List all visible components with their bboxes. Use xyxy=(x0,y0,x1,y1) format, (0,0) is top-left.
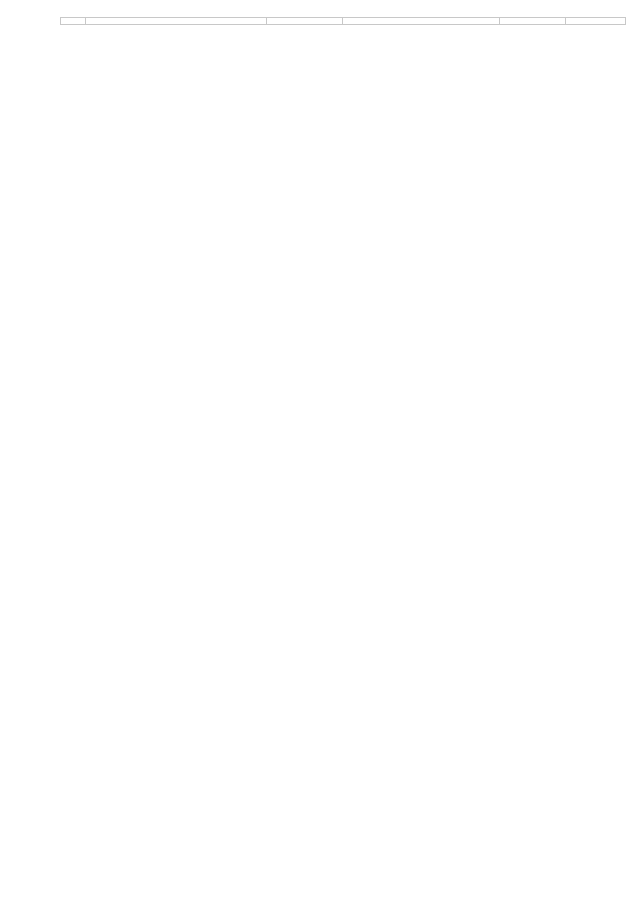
cell-plan-year xyxy=(499,18,565,25)
cell-year xyxy=(266,18,342,25)
table-body xyxy=(61,18,626,25)
table-row xyxy=(61,18,626,25)
register-sheet xyxy=(60,17,626,25)
cell-address xyxy=(86,18,267,25)
cell-work-type xyxy=(343,18,499,25)
capital-repair-table xyxy=(60,17,626,25)
cell-id xyxy=(61,18,86,25)
cell-amount xyxy=(565,18,625,25)
